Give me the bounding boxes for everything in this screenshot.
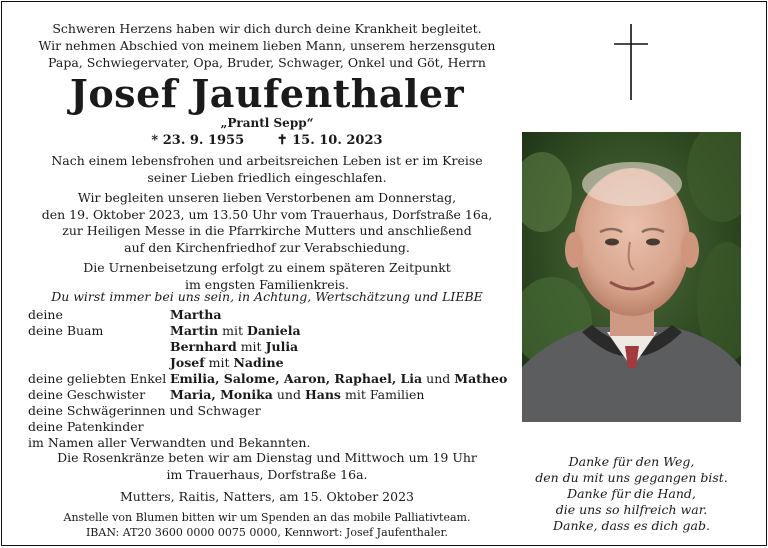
death-date: ✝ 15. 10. 2023 — [276, 133, 383, 148]
connector: und — [276, 387, 301, 402]
poem-line: Danke, dass es dich gab. — [553, 518, 710, 533]
body-line: zur Heiligen Messe in die Pfarrkirche Mutters und anschließend — [62, 223, 472, 238]
family-row — [28, 435, 508, 451]
family-names — [170, 323, 508, 339]
family-name: Emilia, Salome, Aaron, Raphael, Lia — [170, 371, 423, 386]
family-name: Daniela — [246, 323, 301, 338]
closing-line: IBAN: AT20 3600 0000 0075 0000, Kennwort: Josef Jaufenthaler. — [85, 525, 449, 539]
family-name: Josef — [170, 355, 205, 370]
paragraph-life — [22, 153, 512, 186]
family-names — [170, 387, 508, 403]
place-date: Mutters, Raitis, Natters, am 15. Oktober 2023 — [120, 489, 414, 504]
paragraph-funeral — [22, 190, 512, 256]
family-row — [28, 419, 508, 435]
poem-line: Danke für den Weg, — [568, 454, 695, 469]
family-row — [28, 387, 508, 403]
family-row — [28, 323, 508, 339]
family-line: deine Patenkinder — [28, 419, 144, 434]
portrait-photo — [522, 132, 741, 422]
body-line: seiner Lieben friedlich eingeschlafen. — [147, 169, 387, 185]
intro-text — [22, 20, 512, 71]
motto: Du wirst immer bei uns sein, in Achtung, Wertschätzung und LIEBE — [51, 289, 483, 304]
obituary-body — [22, 153, 512, 297]
family-row — [28, 371, 508, 387]
body-line: im engsten Familienkreis. — [184, 276, 350, 292]
body-line: Wir begleiten unseren lieben Verstorbenen am Donnerstag, — [77, 190, 457, 205]
rosary-info — [22, 450, 512, 483]
obituary-page — [1, 1, 767, 546]
family-name: Nadine — [233, 355, 284, 370]
deceased-name: Josef Jaufenthaler — [69, 71, 465, 116]
family-row — [28, 307, 508, 323]
family-name: Bernhard — [170, 339, 237, 354]
connector: mit — [240, 339, 262, 354]
family-name: Martha — [170, 307, 222, 322]
family-name: Julia — [265, 339, 299, 354]
connector: und — [426, 371, 451, 386]
intro-line: Papa, Schwiegervater, Opa, Bruder, Schwager, Onkel und Göt, Herrn — [48, 55, 486, 70]
family-list — [28, 307, 508, 451]
poem — [522, 454, 741, 534]
relation-label: deine — [28, 307, 63, 322]
intro-line: Schweren Herzens haben wir dich durch deine Krankheit begleitet. — [52, 21, 482, 36]
family-line: deine Schwägerinnen und Schwager — [28, 403, 261, 418]
connector: mit — [222, 323, 243, 338]
family-names — [170, 355, 508, 371]
family-line: im Namen aller Verwandten und Bekannten. — [28, 435, 311, 450]
family-row — [28, 403, 508, 419]
birth-date: * 23. 9. 1955 — [151, 133, 245, 148]
connector: mit — [208, 355, 230, 370]
family-name: Hans — [304, 387, 341, 402]
closing-line: im Trauerhaus, Dorfstraße 16a. — [166, 466, 368, 482]
family-name: Martin — [170, 323, 219, 338]
body-line: auf den Kirchenfriedhof zur Verabschiedung. — [124, 239, 410, 255]
body-line: Nach einem lebensfrohen und arbeitsreichen Leben ist er im Kreise — [51, 153, 483, 168]
family-names — [170, 339, 508, 355]
relation-label: deine Buam — [28, 323, 104, 338]
closing-text — [22, 450, 512, 546]
family-name: Maria, Monika — [170, 387, 273, 402]
cross-icon — [614, 24, 648, 100]
body-line: Die Urnenbeisetzung erfolgt zu einem späteren Zeitpunkt — [83, 260, 451, 275]
family-name: Matheo — [454, 371, 508, 386]
body-line: den 19. Oktober 2023, um 13.50 Uhr vom Trauerhaus, Dorfstraße 16a, — [41, 206, 493, 222]
connector: mit Familien — [344, 387, 425, 402]
poem-line: die uns so hilfreich war. — [555, 502, 708, 517]
family-row — [28, 355, 508, 371]
relation-label: deine Geschwister — [28, 387, 146, 402]
family-names — [170, 371, 508, 387]
poem-line: den du mit uns gegangen bist. — [535, 470, 728, 485]
family-row — [28, 339, 508, 355]
donation-info — [22, 510, 512, 540]
closing-line: Die Rosenkränze beten wir am Dienstag und Mittwoch um 19 Uhr — [57, 450, 477, 465]
life-dates — [22, 133, 512, 148]
deceased-nickname: „Prantl Sepp“ — [220, 116, 314, 130]
closing-line: Anstelle von Blumen bitten wir um Spenden an das mobile Palliativteam. — [63, 510, 471, 524]
relation-label: deine geliebten Enkel — [28, 371, 167, 386]
intro-line: Wir nehmen Abschied von meinem lieben Mann, unserem herzensguten — [38, 38, 496, 53]
poem-line: Danke für die Hand, — [567, 486, 696, 501]
family-names — [170, 307, 508, 323]
